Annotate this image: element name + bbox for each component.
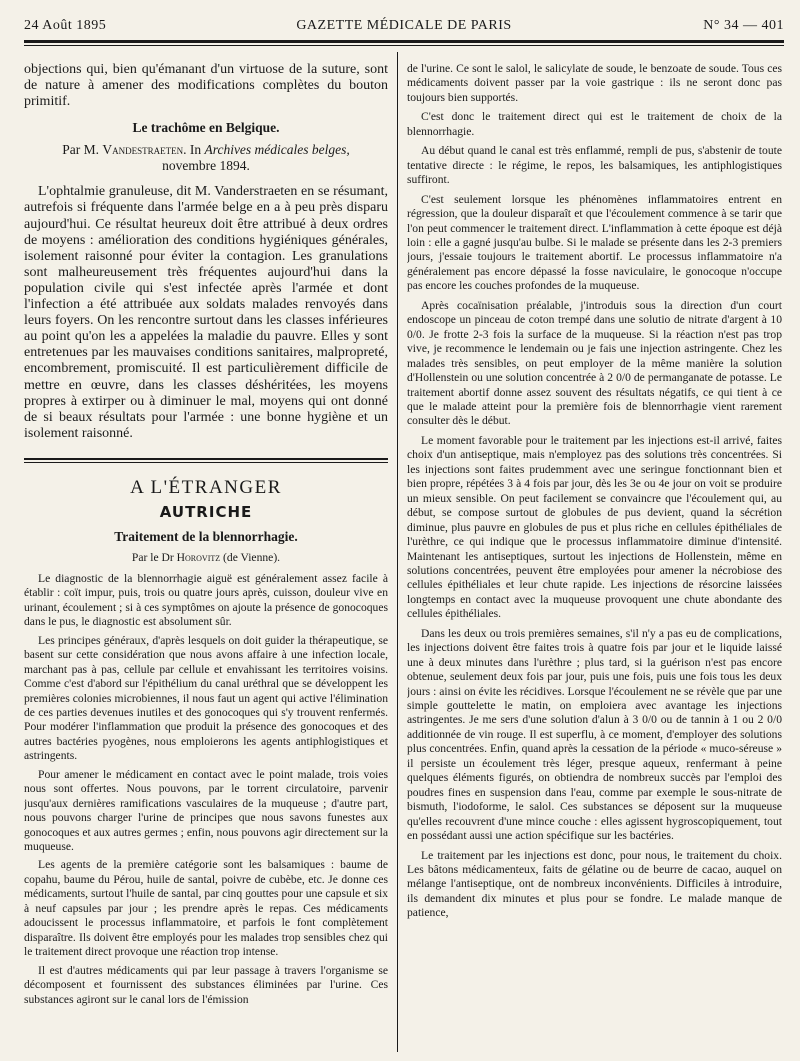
section-rule — [24, 458, 388, 460]
header-rule-thin — [24, 45, 784, 46]
trachome-byline — [24, 142, 388, 174]
section-heading: A L'ÉTRANGER — [130, 476, 282, 498]
paragraph: de l'urine. Ce sont le salol, le salicylate de soude, le benzoate de soude. Tous ces médicaments doivent passer par la voie gastrique : ils ne seront donc pas toujours bien supportés. — [407, 62, 782, 104]
trachome-paragraph: L'ophtalmie granuleuse, dit M. Vanderstraeten en se résumant, autrefois si fréquente dans l'armée belge en a à peu près disparu aujourd'hui. Ce résultat heureux doit être attribué à deux ordres de moyens : amélioration des conditions hygiéniques générales, isolement raisonné pour éviter la contagion. Les granulations sont malheureusement très fréquentes aujourd'hui dans la population civile qui s'est infectée après l'armée et dont l'infection a été attribuée aux soldats malades renvoyés dans leurs foyers. On les rencontre surtout dans les classes inférieures au point qu'on les a appelées la maladie du pauvre. Elles y sont entretenues par les mauvaises conditions sanitaires, malpropreté, encombrement, promiscuité. Il est particulièrement difficile de mettre en œuvre, dans les classes déshéritées, les moyens propres à extirper ou à diminuer le mal, moyens qui ont donné de si beaux résultats pour l'armée : une bonne hygiène et un isolement raisonné. — [24, 184, 388, 441]
author-place: (de Vienne). — [223, 550, 281, 564]
paragraph: C'est seulement lorsque les phénomènes inflammatoires entrent en régression, que la douleur disparaît et que l'écoulement commence à se tarir que l'on peut commencer le traitement direct. L'inflammation à cette époque est déjà loin : elle a gagné jusqu'au bulbe. Si le malade se présente dans les 2-3 premiers jours, j'essaie toujours le traitement abortif. Le processus inflammatoire n'a généralement pas encore dépassé la fosse naviculaire, le gonocoque n'occupe pas encore les couches profondes de la muqueuse. — [407, 192, 782, 293]
column-divider — [397, 52, 398, 1052]
paragraph: Les principes généraux, d'après lesquels on doit guider la thérapeutique, se basent sur cette considération que nous avons affaire à une infection locale, marchant pas à pas, cellule par cellule et envahissant les territoires voisins. Comme c'est d'abord sur l'épithélium du canal uréthral que se développent les premières colonies microbiennes, il nous faut un agent qui active l'élimination de ces parties devenues inutiles et des gonocoques qui s'y trouvent renfermés. Pour modérer l'inflammation que produit la présence des gonocoques et des autres bactéries pyogènes, nous emploierons les agents antiphlogistiques et astringents. — [24, 633, 388, 763]
paragraph: C'est donc le traitement direct qui est le traitement de choix de la blennorrhagie. — [407, 110, 782, 138]
section-rule-thin — [24, 462, 388, 463]
header-rule — [24, 40, 784, 43]
paragraph: Le traitement par les injections est donc, pour nous, le traitement du choix. Les bâtons médicamenteux, faits de gélatine ou de beurre de cacao, auquel on mélange l'antiseptique, ont de nombreux inconvénients. Difficiles à introduire, ils demandent dix minutes et plus pour se fondre. Le malade manque de patience, — [407, 848, 782, 920]
paragraph: Après cocaïnisation préalable, j'introduis sous la direction d'un court endoscope un pinceau de coton trempé dans une solutio de nitrate d'argent à 10 0/0. Je frotte 2-3 fois la surface de la muqueuse. Si la réaction n'est pas trop vive, je recommence le lendemain ou je fais une injection astringente. Chez les malades très sensibles, on peut employer de la même manière la solution d'Hollenstein ou une solution concentrée à 2 0/0 de permanganate de potasse. Le traitement abortif donne assez souvent des résultats négatifs, ce qui tient à ce que le malade atteint pour la première fois de blennorrhagie vient rarement consulter dès le début. — [407, 298, 782, 428]
left-column — [24, 62, 388, 1052]
journal-title: GAZETTE MÉDICALE DE PARIS — [296, 18, 512, 33]
header-date: 24 Août 1895 — [24, 18, 107, 33]
author-name: Horovitz — [176, 550, 221, 564]
trachome-journal: Archives médicales belges, — [204, 142, 350, 158]
trachome-in: . In — [183, 142, 202, 158]
paragraph: Dans les deux ou trois premières semaines, s'il n'y a pas eu de complications, les injections doivent être faites trois à quatre fois par jour et le liquide laissé une à deux minutes dans l'urèthre ; plus tard, si la guérison n'est pas encore obtenue, seulement deux fois par jour, puis une fois, puis une fois tous les deux jours : ainsi on évite les récidives. Lorsque l'écoulement ne se révèle que par une simple gouttelette le matin, on emploiera avec avantage les injections astringentes. Je me sers d'une solution d'alun à 3 0/0 ou de tannin à 1 ou 2 0/0 additionnée de vin rouge. Il est superflu, à ce moment, d'employer des solutions plus concentrées. Enfin, quand après la cessation de la période « muco-séreuse » il persiste un écoulement très léger, presque aqueux, renfermant à peine quelques éléments figurés, on obtiendra de nombreux succès par l'emploi des poudres fines en suspension dans l'eau, comme par exemple le sous-nitrate de bismuth, l'iodoforme, le salol. Ces substances se déposent sur la muqueuse qu'elles recouvrent d'une mince couche : elles agissent hygroscopiquement, tout en possédant aussi une action spécifique sur les bactéries. — [407, 626, 782, 843]
author-prefix: Par le Dr — [131, 550, 174, 564]
paragraph: Les agents de la première catégorie sont les balsamiques : baume de copahu, baume du Pérou, huile de santal, poivre de cubèbe, etc. Je donne ces médicaments, surtout l'huile de santal, par cinq gouttes pour une capsule et six à neuf capsules par jour ; les prendre après le repas. Ces médicaments adoucissent le processus inflammatoire, et parfois le font complètement disparaître. Ils doivent être employés pour les malades trop sensibles chez qui le traitement direct provoque une réaction trop intense. — [24, 858, 388, 959]
article-title: Traitement de la blennorrhagie. — [114, 528, 298, 544]
paragraph: Le diagnostic de la blennorrhagie aiguë est généralement assez facile à établir : coït impur, puis, trois ou quatre jours après, cuisson, douleur vive en urinant, écoulement ; si à ces symptômes on ajoute la présence de gonocoques dans le pus, le diagnostic est absolument sûr. — [24, 571, 388, 629]
trachome-author: Vandestraeten — [102, 142, 184, 158]
paragraph: Le moment favorable pour le traitement par les injections est-il arrivé, faites choix d'un antiseptique, mais n'employez pas des solutions très concentrées. Si les injections sont faites prudemment avec une seringue fonctionnant bien et bien propre, répétées 3 à 4 fois par jour, dès les 3e ou 4e jour on voit se produire un mieux sensible. On peut facilement se convaincre que l'écoulement qui, au début, se compose surtout de globules de pus devient, quand la sécrétion diminue, plus pauvre en globules de pus et plus riche en cellules épithéliales de l'urèthre, ce qui indique que le processus inflammatoire diminue d'intensité. Maintenant les antiseptiques, surtout les injections de Hollenstein, même en solutions concentrées, peuvent être employées pour amener la nécrobiose des cellules épithéliales et leur chute rapide. Les injections de résorcine laissées longtemps en contact avec la muqueuse provoquent une chute abondante des cellules épithéliales. — [407, 433, 782, 621]
paragraph: Au début quand le canal est très enflammé, rempli de pus, s'abstenir de toute tentative directe : le régime, le repos, les balsamiques, les antiphlogistiques suffiront. — [407, 144, 782, 187]
article-author — [24, 551, 388, 564]
country-heading: AUTRICHE — [159, 502, 253, 521]
page-number: N° 34 — 401 — [703, 18, 784, 33]
trachome-byline-prefix: Par M. — [62, 142, 99, 158]
right-column — [407, 62, 782, 1052]
paragraph: Il est d'autres médicaments qui par leur passage à travers l'organisme se décomposent et fournissent des substances éliminées par l'urine. Ces substances agiront sur le canal lors de l'émission — [24, 963, 388, 1006]
running-header — [24, 14, 784, 38]
trachome-date: novembre 1894. — [162, 158, 250, 174]
trachome-title: Le trachôme en Belgique. — [132, 120, 280, 136]
paragraph: Pour amener le médicament en contact avec le point malade, trois voies nous sont offertes. Nous pouvons, par le torrent circulatoire, parvenir jusqu'aux dernières ramifications vasculaires de la muqueuse ; d'autre part, nous pouvons charger l'urine de principes que nous savons funestes aux gonocoques et aux autres germes ; enfin, nous pouvons agir directement sur la muqueuse. — [24, 767, 388, 854]
continuation-paragraph: objections qui, bien qu'émanant d'un virtuose de la suture, sont de nature à amener des modifications complètes du bouton primitif. — [24, 62, 388, 110]
